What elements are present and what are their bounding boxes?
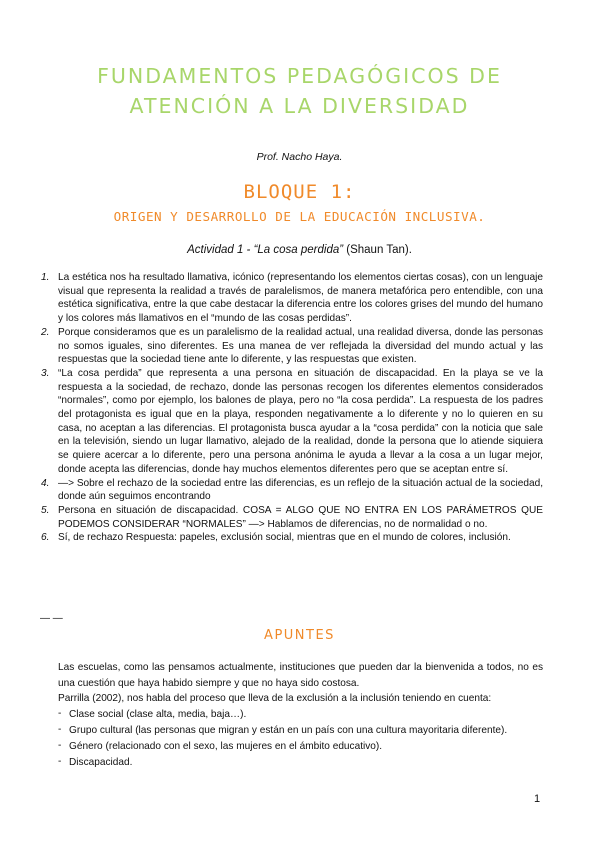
list-item [58,723,543,739]
answer-number: 6. [41,532,50,544]
answer-text: Persona en situación de discapacidad. COSA = ALGO QUE NO ENTRA EN LOS PARÁMETROS QUE PODEMOS CONSIDERAR “NORMALES” —> Hablamos de diferencias, no de normalidad o no. [58,504,543,530]
list-item-text: Clase social (clase alta, media, baja…). [69,708,247,720]
activity-heading [0,244,599,256]
list-item [58,755,543,771]
answer-number: 2. [41,326,50,338]
answer-text: La estética nos ha resultado llamativa, icónico (representando los elementos ciertas cosas), con un lenguaje visual que representa la realidad a través de paralelismos, de manera metafórica pero entendible, con una estética significativa, entre la que cabe destacar la diferencia entre los colores grises del mundo del humano y los colores más llamativos en el “mundo de las cosas perdidas”. [58,272,543,325]
answer-item [41,271,543,326]
separator: — — [40,613,63,624]
list-item-text: Grupo cultural (las personas que migran y están en un país con una cultura mayoritaria diferente). [69,724,508,736]
answer-item [41,367,543,477]
bullet-dash: - [58,707,62,719]
answer-text: “La cosa perdida” que representa a una persona en situación de discapacidad. En la playa se ve la respuesta a la sociedad, de rechazo, donde las personas recogen los diferentes elementos considerados “normales”, como por ejemplo, los balones de playa, pero no “la cosa perdida”. La respuesta de los padres del protagonista es igual que en la playa, responden negativamente a lo diferente y no lo quieren en su casa, no aceptan a las diferencias. El protagonista busca ayudar a la “cosa perdida” con la noticia que sale en la televisión, siendo un lugar llamativo, alejado de la realidad, donde la persona que lo atiende siquiera se quiere acercar a lo diferente, pero una persona anónima le ayuda a llevar a la cosa a un lugar mejor, donde acepta las diferencias, donde hay muchos elementos diferentes pero que se aceptan entre sí. [58,367,543,475]
answer-number: 5. [41,504,50,516]
notes-list [58,707,543,771]
activity-author: (Shaun Tan). [343,244,412,256]
answer-item [41,477,543,504]
answers-list [41,271,543,545]
author: Prof. Nacho Haya. [256,151,343,163]
answer-number: 1. [41,272,50,283]
list-item-text: Discapacidad. [69,756,133,768]
bullet-dash: - [58,723,62,735]
list-item-text: Género (relacionado con el sexo, las mujeres en el ámbito educativo). [69,740,383,752]
bullet-dash: - [58,739,62,751]
bullet-dash: - [58,755,62,767]
answer-number: 3. [41,367,50,379]
answer-item [41,531,543,545]
title-line-1: FUNDAMENTOS PEDAGÓGICOS DE [97,64,502,88]
list-item [58,707,543,723]
notes-paragraph: Las escuelas, como las pensamos actualmente, instituciones que pueden dar la bienvenida a todos, no es una cuestión que haya habido siempre y que no haya sido costosa. [58,662,543,689]
answer-text: Sí, de rechazo Respuesta: papeles, exclusión social, mientras que en el mundo de colores, inclusión. [58,532,511,544]
notes-paragraph: Parrilla (2002), nos habla del proceso que lleva de la exclusión a la inclusión teniendo en cuenta: [58,693,492,705]
notes-section [58,660,543,771]
title-line-2: ATENCIÓN A LA DIVERSIDAD [129,94,470,118]
answer-item [41,504,543,531]
list-item [58,739,543,755]
notes-title: APUNTES [264,628,335,643]
block-subtitle: ORIGEN Y DESARROLLO DE LA EDUCACIÓN INCLUSIVA. [113,209,486,224]
page-number: 1 [534,793,541,805]
answer-text: Porque consideramos que es un paralelismo de la realidad actual, una realidad diversa, donde las personas no somos iguales, sino diferentes. Es una manea de ver reflejada la diversidad del mundo actual y las respuestas que la sociedad tiene ante lo diferente, y las respuestas que existen. [58,326,543,366]
block-title: BLOQUE 1: [243,181,356,203]
answer-number: 4. [41,477,50,489]
activity-label: Actividad 1 - “La cosa perdida” [187,244,344,256]
answer-item [41,326,543,367]
answer-text: —> Sobre el rechazo de la sociedad entre las diferencias, es un reflejo de la situación actual de la sociedad, donde aún seguimos encontrando [58,477,543,503]
